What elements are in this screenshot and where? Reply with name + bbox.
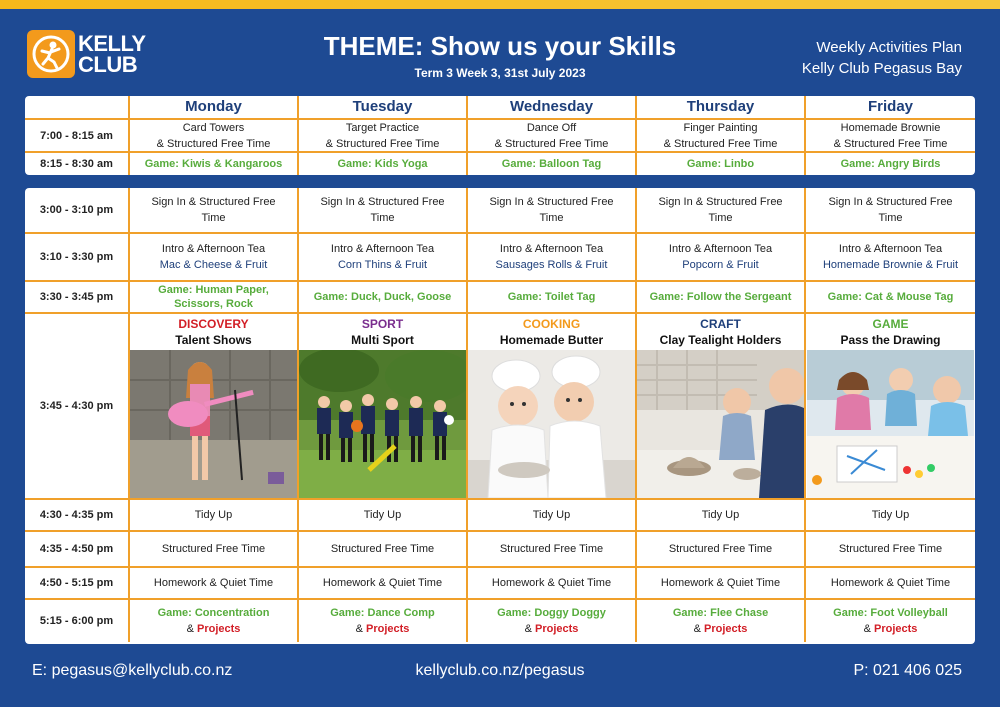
- activity-cell: Finger Painting & Structured Free Time: [637, 120, 806, 151]
- talent-show-photo: [130, 350, 297, 498]
- time-slot: 5:15 - 6:00 pm: [25, 600, 130, 642]
- game-cell: Game: Toilet Tag: [468, 282, 637, 312]
- day-header-row: [25, 96, 975, 120]
- schedule-row: [25, 532, 975, 568]
- activity-cell: Structured Free Time: [299, 532, 468, 566]
- activity-cell: Structured Free Time: [130, 532, 299, 566]
- plan-label: Weekly Activities Plan: [816, 39, 962, 56]
- afternoon-tea-food: Mac & Cheese & Fruit: [159, 259, 268, 271]
- afternoon-tea-food: Corn Thins & Fruit: [337, 259, 428, 271]
- activity-category: SPORT: [361, 317, 404, 331]
- activity-cell: Intro & Afternoon Tea Sausages Rolls & Fruit: [468, 234, 637, 280]
- afternoon-tea-food: Homemade Brownie & Fruit: [822, 259, 959, 271]
- activity-cell: Game: Doggy Doggy & Projects: [468, 600, 637, 642]
- multi-sport-photo: [299, 350, 466, 498]
- activity-cell: Sign In & Structured Free Time: [637, 188, 806, 232]
- activity-cell: Structured Free Time: [468, 532, 637, 566]
- projects-label: Projects: [534, 623, 579, 635]
- activity-cell: Intro & Afternoon Tea Mac & Cheese & Fruit: [130, 234, 299, 280]
- activity-cell: Tidy Up: [637, 500, 806, 530]
- page-title: THEME: Show us your Skills: [323, 31, 677, 61]
- activity-cell: Sign In & Structured Free Time: [299, 188, 468, 232]
- morning-schedule: [25, 96, 975, 175]
- game-cell: Game: Duck, Duck, Goose: [299, 282, 468, 312]
- projects-label: Projects: [873, 623, 918, 635]
- day-header: Tuesday: [299, 96, 468, 118]
- activity-cell: Card Towers & Structured Free Time: [130, 120, 299, 151]
- logo-figure-icon: [27, 30, 75, 78]
- activity-category: GAME: [872, 317, 909, 331]
- activity-card: [468, 314, 637, 498]
- time-slot: 3:45 - 4:30 pm: [25, 314, 130, 498]
- schedule-row: [25, 568, 975, 600]
- activity-cell: Tidy Up: [468, 500, 637, 530]
- game-cell: Game: Human Paper, Scissors, Rock: [130, 282, 299, 312]
- schedule-row: [25, 153, 975, 175]
- afternoon-schedule: [25, 188, 975, 644]
- game-label: Game: Flee Chase: [672, 607, 769, 619]
- activity-cell: Structured Free Time: [838, 543, 943, 555]
- schedule-row: [25, 500, 975, 532]
- activity-card: [299, 314, 468, 498]
- schedule-row: [25, 188, 975, 234]
- activity-cell: Sign In & Structured Free Time: [130, 188, 299, 232]
- activity-cell: Homework & Quiet Time: [130, 568, 299, 598]
- projects-label: Projects: [196, 623, 241, 635]
- schedule-row: [25, 234, 975, 282]
- kelly-club-logo: [27, 30, 146, 78]
- game-label: Game: Doggy Doggy: [497, 607, 606, 619]
- logo-word-club: CLUB: [78, 52, 138, 77]
- afternoon-tea-food: Popcorn & Fruit: [682, 259, 759, 271]
- activity-cell: Homework & Quiet Time: [637, 568, 806, 598]
- game-cell: Game: Balloon Tag: [468, 153, 637, 175]
- activity-cell: Intro & Afternoon Tea Corn Thins & Fruit: [299, 234, 468, 280]
- activity-category: DISCOVERY: [178, 317, 249, 331]
- contact-email[interactable]: E: pegasus@kellyclub.co.nz: [32, 662, 233, 679]
- game-cell: Game: Cat & Mouse Tag: [827, 291, 954, 303]
- time-slot: 8:15 - 8:30 am: [25, 153, 130, 175]
- game-label: Game: Dance Comp: [330, 607, 435, 619]
- game-cell: Game: Follow the Sergeant: [637, 282, 806, 312]
- activity-cell: Tidy Up: [299, 500, 468, 530]
- schedule-row: [25, 600, 975, 642]
- time-slot: 4:50 - 5:15 pm: [25, 568, 130, 598]
- activity-cell: Homework & Quiet Time: [299, 568, 468, 598]
- activity-cell: Target Practice & Structured Free Time: [299, 120, 468, 151]
- game-label: Game: Concentration: [157, 607, 270, 619]
- activity-cell: Structured Free Time: [637, 532, 806, 566]
- day-header: Monday: [130, 96, 299, 118]
- activity-cell: Homework & Quiet Time: [468, 568, 637, 598]
- plan-info: [802, 37, 962, 79]
- game-label: Game: Foot Volleyball: [833, 607, 948, 619]
- website-link[interactable]: kellyclub.co.nz/pegasus: [415, 662, 585, 679]
- activity-name: Talent Shows: [175, 333, 252, 347]
- page-subtitle: Term 3 Week 3, 31st July 2023: [414, 66, 586, 80]
- activity-cell: Game: Flee Chase & Projects: [637, 600, 806, 642]
- activity-name: Multi Sport: [351, 333, 414, 347]
- activity-cell: Game: Foot Volleyball & Projects: [833, 607, 948, 635]
- projects-label: Projects: [365, 623, 410, 635]
- activity-cell: Game: Dance Comp & Projects: [299, 600, 468, 642]
- time-slot: 3:30 - 3:45 pm: [25, 282, 130, 312]
- activity-cell: Homework & Quiet Time: [830, 577, 951, 589]
- afternoon-tea-food: Sausages Rolls & Fruit: [495, 259, 608, 271]
- time-slot: 4:35 - 4:50 pm: [25, 532, 130, 566]
- activity-category: COOKING: [522, 317, 581, 331]
- time-slot: 7:00 - 8:15 am: [25, 120, 130, 151]
- time-slot: 4:30 - 4:35 pm: [25, 500, 130, 530]
- activity-name: Clay Tealight Holders: [659, 333, 782, 347]
- activity-cell: Sign In & Structured Free Time: [828, 196, 953, 224]
- logo-word-kelly: KELLY: [78, 31, 146, 56]
- craft-photo: [637, 350, 804, 498]
- activity-cell: Homemade Brownie & Structured Free Time: [833, 121, 948, 150]
- game-cell: Game: Linbo: [637, 153, 806, 175]
- game-cell: Game: Angry Birds: [840, 158, 941, 170]
- activity-card: [806, 314, 975, 498]
- activity-cell: Tidy Up: [871, 509, 910, 521]
- activity-cell: Sign In & Structured Free Time: [468, 188, 637, 232]
- top-stripe: [0, 0, 1000, 9]
- time-slot: 3:00 - 3:10 pm: [25, 188, 130, 232]
- day-header: Friday: [867, 98, 913, 115]
- activity-name: Pass the Drawing: [840, 333, 941, 347]
- game-cell: Game: Kids Yoga: [299, 153, 468, 175]
- activity-category: CRAFT: [700, 317, 741, 331]
- activity-cell: Intro & Afternoon Tea Homemade Brownie & Fruit: [822, 243, 959, 271]
- activity-card: [637, 314, 806, 498]
- drawing-game-photo: [807, 350, 974, 498]
- day-header: Thursday: [637, 96, 806, 118]
- schedule-row: [25, 120, 975, 153]
- cooking-photo: [468, 350, 635, 498]
- location-label: Kelly Club Pegasus Bay: [801, 60, 962, 77]
- schedule-row: [25, 314, 975, 500]
- schedule-row: [25, 282, 975, 314]
- activity-cell: Dance Off & Structured Free Time: [468, 120, 637, 151]
- game-cell: Game: Kiwis & Kangaroos: [130, 153, 299, 175]
- activity-card: [130, 314, 299, 498]
- day-header: Wednesday: [468, 96, 637, 118]
- activity-cell: Intro & Afternoon Tea Popcorn & Fruit: [637, 234, 806, 280]
- activity-cell: Game: Concentration & Projects: [130, 600, 299, 642]
- activity-name: Homemade Butter: [499, 333, 604, 347]
- contact-phone[interactable]: P: 021 406 025: [853, 662, 962, 679]
- activity-cell: Tidy Up: [130, 500, 299, 530]
- time-slot: 3:10 - 3:30 pm: [25, 234, 130, 280]
- projects-label: Projects: [703, 623, 748, 635]
